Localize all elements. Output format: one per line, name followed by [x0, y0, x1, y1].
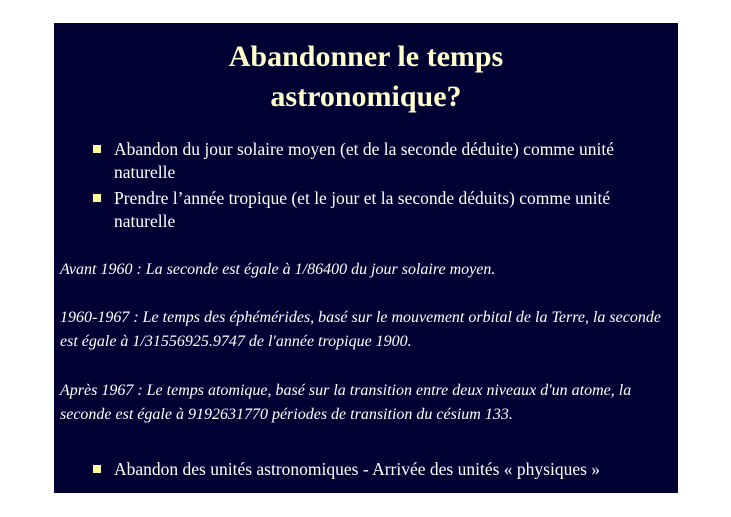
bullet-list — [54, 138, 678, 236]
bullet-text: Abandon des unités astronomiques - Arrivée des unités « physiques » — [114, 459, 601, 479]
bullet-square-icon — [93, 194, 101, 202]
slide-title — [54, 37, 678, 117]
bullet-item — [54, 458, 678, 481]
slide — [54, 23, 678, 493]
title-line-1: Abandonner le temps — [228, 40, 504, 73]
bullet-item — [54, 187, 678, 233]
bullet-text: Prendre l’année tropique (et le jour et la seconde déduits) comme unité naturelle — [114, 188, 611, 231]
bullet-text: Abandon du jour solaire moyen (et de la seconde déduite) comme unité naturelle — [114, 139, 615, 182]
note-1960-1967: 1960-1967 : Le temps des éphémérides, basé sur le mouvement orbital de la Terre, la seconde est égale à 1/31556925.9747 de l'année tropique 1900. — [60, 309, 661, 350]
bottom-bullet-list — [54, 458, 678, 484]
title-line-2: astronomique? — [270, 80, 462, 113]
bullet-square-icon — [93, 465, 101, 473]
bullet-square-icon — [93, 145, 101, 153]
note-before-1960: Avant 1960 : La seconde est égale à 1/86400 du jour solaire moyen. — [60, 261, 496, 278]
bullet-item — [54, 138, 678, 184]
note-after-1967: Après 1967 : Le temps atomique, basé sur la transition entre deux niveaux d'un atome, la seconde est égale à 9192631770 périodes de transition du césium 133. — [60, 382, 632, 423]
